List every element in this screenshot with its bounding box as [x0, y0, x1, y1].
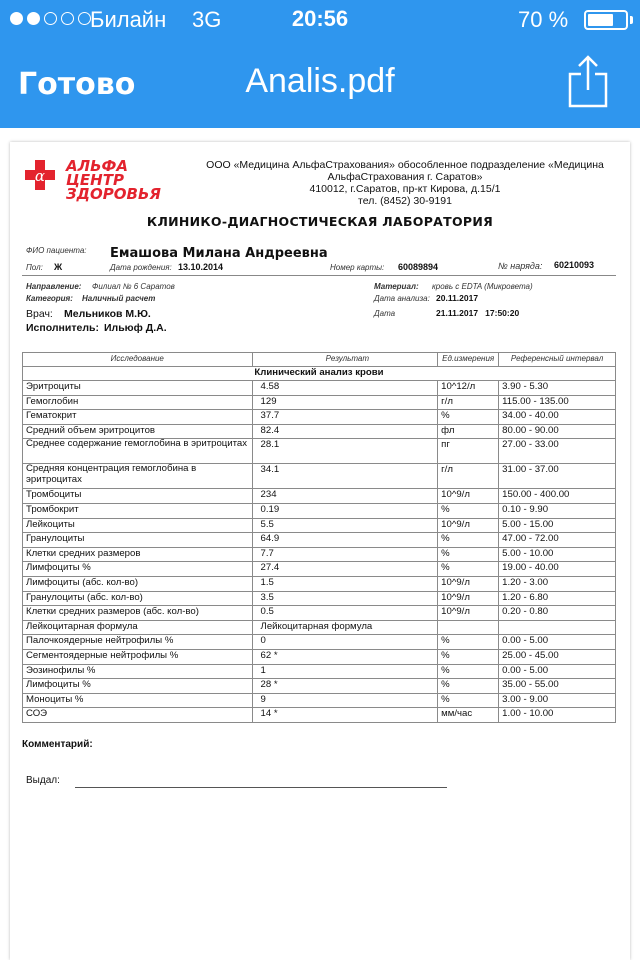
result-value: 27.4	[252, 562, 438, 577]
unit: пг	[438, 439, 499, 464]
company-info	[190, 159, 620, 207]
result-value: 7.7	[252, 547, 438, 562]
divider	[22, 275, 616, 276]
doctor-label: Врач:	[26, 308, 53, 320]
reference-range: 1.20 - 3.00	[499, 576, 616, 591]
test-name: Гранулоциты	[23, 533, 253, 548]
test-name: Палочкоядерные нейтрофилы %	[23, 635, 253, 650]
unit: фл	[438, 424, 499, 439]
unit: г/л	[438, 464, 499, 489]
issued-label: Выдал:	[26, 775, 60, 786]
table-row	[23, 464, 616, 489]
clock: 20:56	[291, 6, 349, 31]
order-value: 60210093	[554, 260, 595, 270]
logo-text	[66, 159, 161, 201]
company-line-1: ООО «Медицина АльфаСтрахования» обособленное подразделение «Медицина	[206, 159, 604, 171]
company-line-3: 410012, г.Саратов, пр-кт Кирова, д.15/1	[309, 183, 501, 195]
comment-label: Комментарий:	[22, 739, 93, 750]
reference-range: 19.00 - 40.00	[499, 562, 616, 577]
result-value: 234	[252, 489, 438, 504]
signature-line	[75, 787, 447, 788]
result-value: 3.5	[252, 591, 438, 606]
result-value: 1	[252, 664, 438, 679]
test-name: Эозинофилы %	[23, 664, 253, 679]
reference-range: 0.10 - 9.90	[499, 503, 616, 518]
test-name: Тромбоциты	[23, 489, 253, 504]
unit: %	[438, 503, 499, 518]
table-row	[23, 679, 616, 694]
result-value: 129	[252, 395, 438, 410]
result-value: 1.5	[252, 576, 438, 591]
battery-level	[588, 14, 613, 26]
direction-label: Направление:	[26, 282, 82, 291]
unit: %	[438, 562, 499, 577]
reference-range: 5.00 - 10.00	[499, 547, 616, 562]
table-row	[23, 503, 616, 518]
file-title: Analis.pdf	[245, 62, 395, 100]
table-row	[23, 410, 616, 425]
logo-line-1: АЛЬФА	[66, 157, 128, 175]
test-name: Тромбокрит	[23, 503, 253, 518]
card-value: 60089894	[398, 262, 439, 272]
result-value: 28 *	[252, 679, 438, 694]
test-name: Клетки средних размеров	[23, 547, 253, 562]
reference-range: 0.00 - 5.00	[499, 664, 616, 679]
unit: %	[438, 635, 499, 650]
unit: 10^9/л	[438, 606, 499, 621]
test-name: Среднее содержание гемоглобина в эритроцитах	[23, 439, 253, 464]
test-name: Лимфоциты %	[23, 562, 253, 577]
unit: %	[438, 693, 499, 708]
table-row	[23, 439, 616, 464]
column-header-test: Исследование	[23, 353, 253, 367]
reference-range: 25.00 - 45.00	[499, 649, 616, 664]
result-value: 0.5	[252, 606, 438, 621]
table-row	[23, 693, 616, 708]
table-row	[23, 708, 616, 723]
reference-range: 47.00 - 72.00	[499, 533, 616, 548]
logo-line-2: ЦЕНТР	[66, 171, 124, 189]
logo-line-3: ЗДОРОВЬЯ	[66, 185, 161, 203]
table-row	[23, 489, 616, 504]
test-name: Гранулоциты (абс. кол-во)	[23, 591, 253, 606]
category-value: Наличный расчет	[82, 294, 156, 303]
battery-percent: 70 %	[518, 7, 569, 32]
reference-range: 31.00 - 37.00	[499, 464, 616, 489]
test-name: Средний объем эритроцитов	[23, 424, 253, 439]
test-name: Лимфоциты %	[23, 679, 253, 694]
patient-name: Емашова Милана Андреевна	[110, 246, 328, 261]
result-value: 4.58	[252, 381, 438, 396]
unit: %	[438, 533, 499, 548]
unit: мм/час	[438, 708, 499, 723]
table-row	[23, 518, 616, 533]
table-row	[23, 591, 616, 606]
unit: %	[438, 649, 499, 664]
order-label: № наряда:	[498, 261, 543, 271]
birth-label: Дата рождения:	[110, 263, 172, 272]
section-title: Клинический анализ крови	[23, 367, 616, 381]
company-line-2: АльфаСтрахования г. Саратов»	[327, 171, 483, 183]
status-bar	[0, 0, 640, 40]
unit: 10^9/л	[438, 576, 499, 591]
navigation-bar	[0, 0, 640, 128]
reference-range: 0.00 - 5.00	[499, 635, 616, 650]
table-row	[23, 395, 616, 410]
unit: 10^9/л	[438, 591, 499, 606]
reference-range: 0.20 - 0.80	[499, 606, 616, 621]
direction-value: Филиал № 6 Саратов	[92, 282, 175, 291]
column-header-unit: Ед.измерения	[438, 353, 499, 367]
table-row	[23, 381, 616, 396]
table-row	[23, 664, 616, 679]
reference-range: 3.00 - 9.00	[499, 693, 616, 708]
reference-range: 27.00 - 33.00	[499, 439, 616, 464]
analysis-date-value: 20.11.2017	[436, 293, 479, 303]
column-header-result: Результат	[252, 353, 438, 367]
reference-range	[499, 620, 616, 635]
table-row	[23, 562, 616, 577]
table-row	[23, 576, 616, 591]
table-section-row	[23, 367, 616, 381]
table-row	[23, 424, 616, 439]
share-icon[interactable]	[567, 54, 609, 108]
table-row	[23, 649, 616, 664]
material-label: Материал:	[374, 282, 419, 291]
sex-value: Ж	[54, 262, 63, 272]
unit: г/л	[438, 395, 499, 410]
table-row	[23, 635, 616, 650]
sex-label: Пол:	[26, 263, 43, 272]
result-value: Лейкоцитарная формула	[252, 620, 438, 635]
reference-range: 35.00 - 55.00	[499, 679, 616, 694]
reference-range: 3.90 - 5.30	[499, 381, 616, 396]
test-name: Моноциты %	[23, 693, 253, 708]
reference-range: 34.00 - 40.00	[499, 410, 616, 425]
test-name: Гемоглобин	[23, 395, 253, 410]
birth-value: 13.10.2014	[178, 262, 224, 272]
table-row	[23, 547, 616, 562]
result-value: 34.1	[252, 464, 438, 489]
logo-emblem-icon	[24, 159, 56, 191]
reference-range: 115.00 - 135.00	[499, 395, 616, 410]
executor-value: Ильюф Д.А.	[104, 322, 167, 334]
battery-tip	[630, 16, 633, 24]
analysis-date-label: Дата анализа:	[374, 294, 430, 303]
reference-range: 5.00 - 15.00	[499, 518, 616, 533]
result-value: 0.19	[252, 503, 438, 518]
reference-range: 150.00 - 400.00	[499, 489, 616, 504]
reference-range: 1.00 - 10.00	[499, 708, 616, 723]
results-table	[22, 352, 616, 723]
unit	[438, 620, 499, 635]
unit: 10^9/л	[438, 518, 499, 533]
unit: %	[438, 410, 499, 425]
date-value: 21.11.2017 17:50:20	[436, 308, 520, 318]
reference-range: 80.00 - 90.00	[499, 424, 616, 439]
table-row	[23, 606, 616, 621]
test-name: Сегментоядерные нейтрофилы %	[23, 649, 253, 664]
date-label: Дата	[374, 309, 396, 318]
unit: 10^9/л	[438, 489, 499, 504]
column-header-reference: Референсный интервал	[499, 353, 616, 367]
reference-range: 1.20 - 6.80	[499, 591, 616, 606]
result-value: 0	[252, 635, 438, 650]
unit: %	[438, 547, 499, 562]
executor-label: Исполнитель:	[26, 322, 99, 334]
material-value: кровь с EDTA (Микровета)	[432, 282, 533, 291]
result-value: 64.9	[252, 533, 438, 548]
test-name: Лейкоцитарная формула	[23, 620, 253, 635]
test-name: Клетки средних размеров (абс. кол-во)	[23, 606, 253, 621]
result-value: 5.5	[252, 518, 438, 533]
network-type: 3G	[192, 7, 222, 32]
result-value: 9	[252, 693, 438, 708]
unit: %	[438, 679, 499, 694]
result-value: 28.1	[252, 439, 438, 464]
table-row	[23, 620, 616, 635]
test-name: Лимфоциты (абс. кол-во)	[23, 576, 253, 591]
company-line-4: тел. (8452) 30-9191	[358, 195, 452, 207]
doctor-value: Мельников М.Ю.	[64, 308, 151, 320]
result-value: 37.7	[252, 410, 438, 425]
category-label: Категория:	[26, 294, 73, 303]
unit: 10^12/л	[438, 381, 499, 396]
test-name: Средняя концентрация гемоглобина в эритроцитах	[23, 464, 253, 489]
result-value: 14 *	[252, 708, 438, 723]
logo-emblem-letter: α	[34, 167, 46, 185]
done-button[interactable]: Готово	[18, 67, 136, 102]
carrier-name: Билайн	[90, 7, 167, 32]
result-value: 62 *	[252, 649, 438, 664]
patient-label: ФИО пациента:	[26, 246, 87, 255]
battery-icon	[584, 10, 628, 30]
table-row	[23, 533, 616, 548]
test-name: Гематокрит	[23, 410, 253, 425]
table-header-row	[23, 353, 616, 367]
card-label: Номер карты:	[330, 263, 385, 272]
lab-title: КЛИНИКО-ДИАГНОСТИЧЕСКАЯ ЛАБОРАТОРИЯ	[146, 214, 494, 229]
test-name: СОЭ	[23, 708, 253, 723]
result-value: 82.4	[252, 424, 438, 439]
test-name: Эритроциты	[23, 381, 253, 396]
unit: %	[438, 664, 499, 679]
test-name: Лейкоциты	[23, 518, 253, 533]
